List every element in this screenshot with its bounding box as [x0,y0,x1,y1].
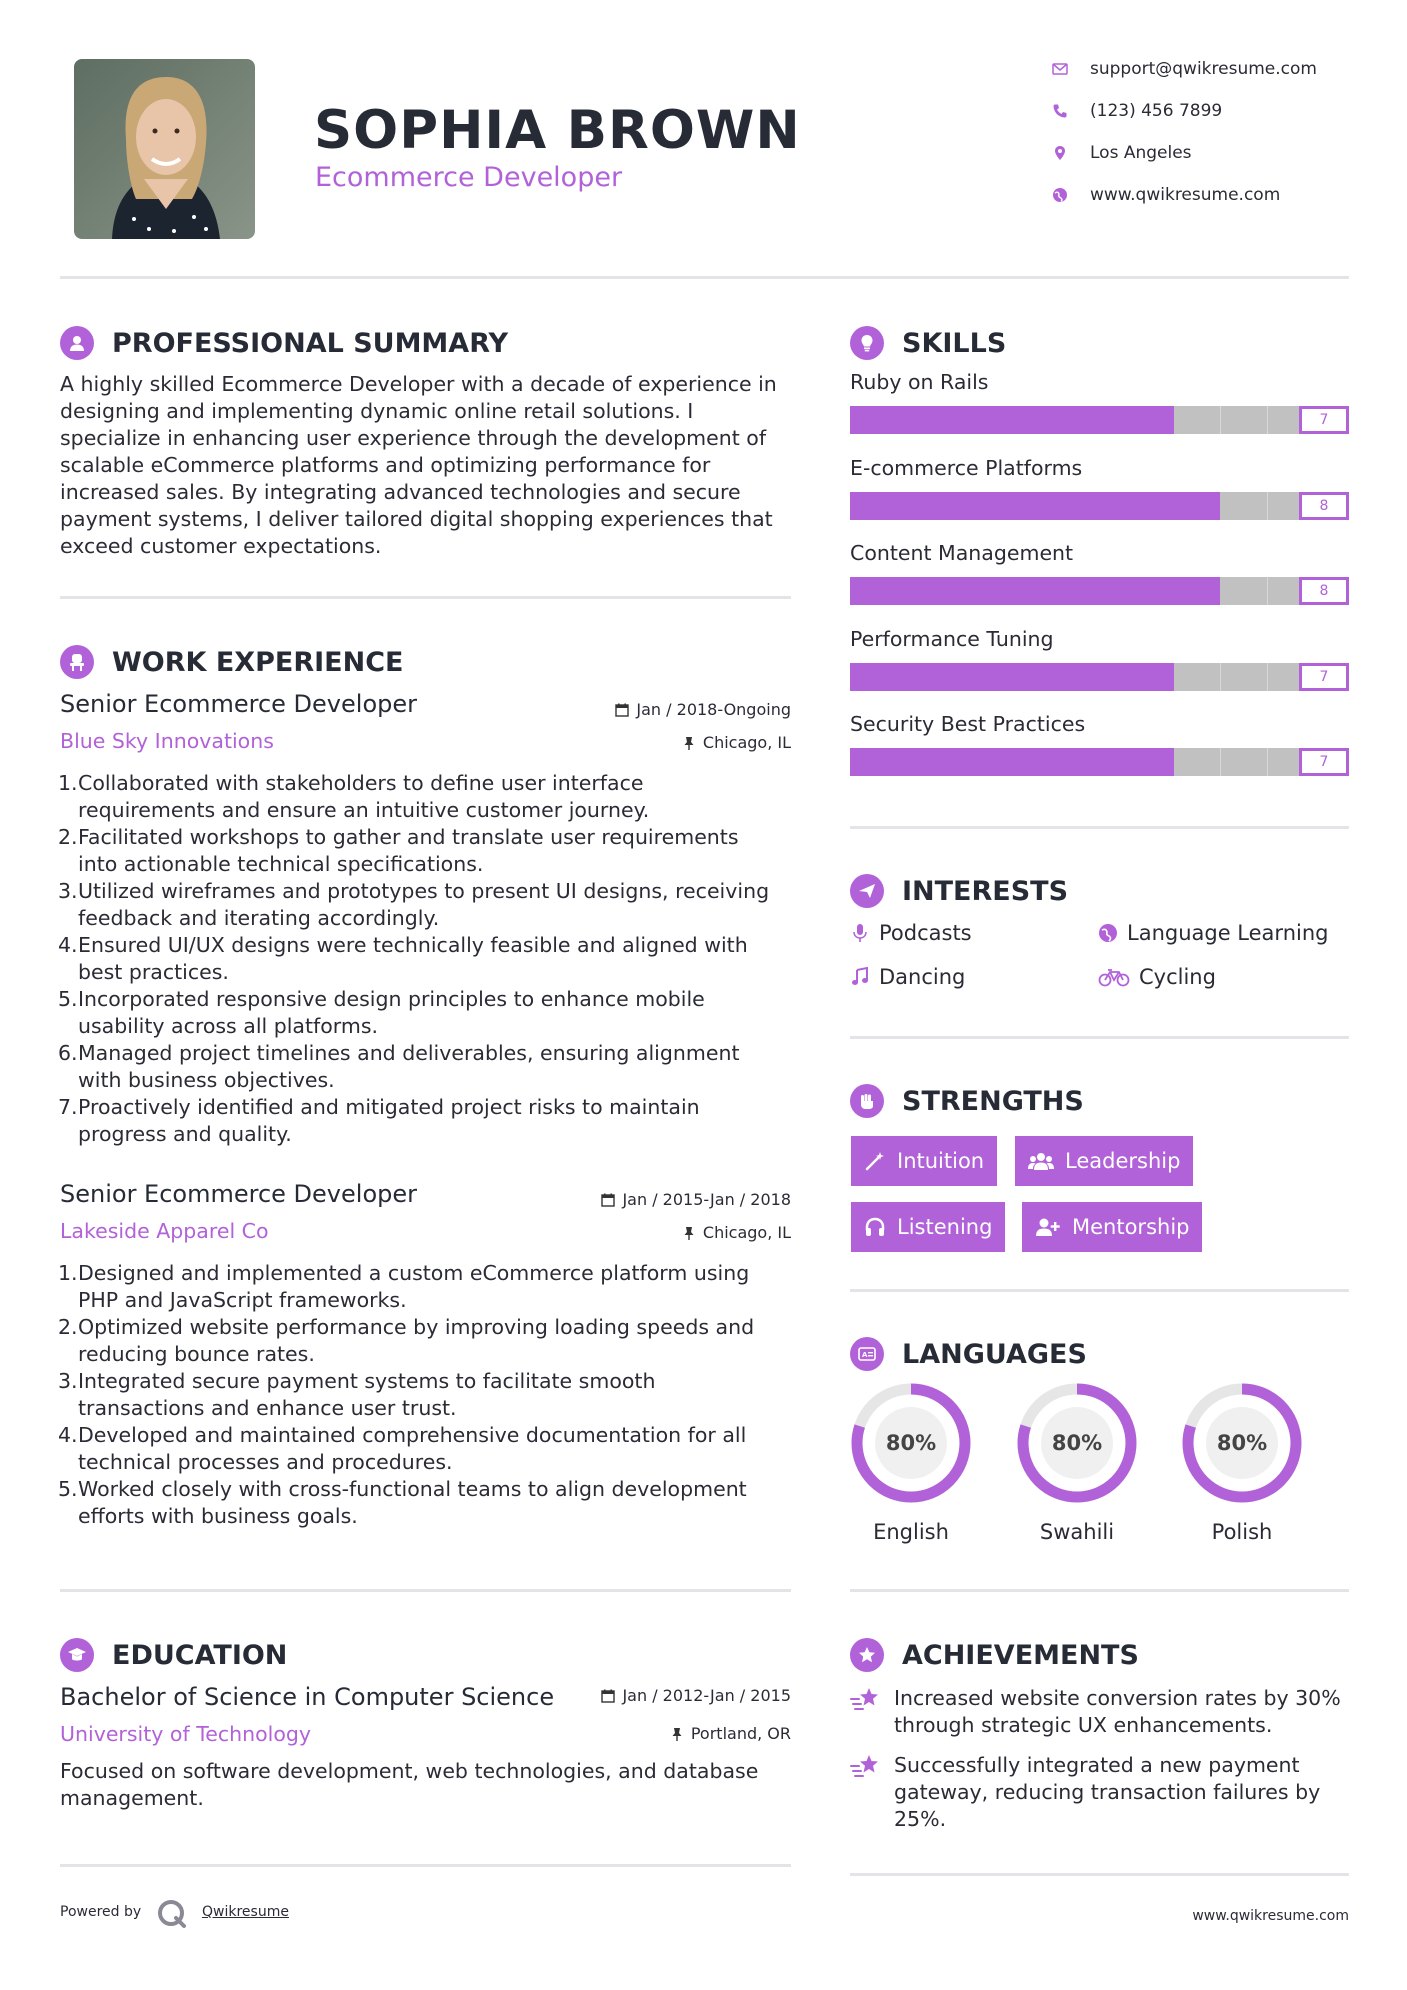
strength-tag [851,1202,1005,1252]
skill-name: Content Management [850,541,1074,565]
skill-bar-fill [850,748,1174,776]
phone-text: (123) 456 7899 [1090,101,1223,121]
summary-line: increased sales. By integrating advanced technologies and secure [60,480,741,504]
language-percent: 80% [885,1431,937,1455]
skill-bar-fill [850,663,1174,691]
job-duties-list [60,1260,800,1530]
achievement-text [894,1752,1320,1833]
calendar-icon [601,1193,615,1207]
star-badge-icon [850,1638,884,1672]
skill-score: 8 [1299,577,1349,605]
skill-item [850,370,1349,434]
skill-bar [850,748,1349,776]
skill-bar-fill [850,492,1220,520]
music-note-icon [850,967,870,987]
achievement-text [894,1685,1341,1739]
skill-score: 7 [1299,748,1349,776]
graduation-cap-icon [60,1638,94,1672]
job-dates [540,700,791,719]
interest-label: Cycling [1139,965,1216,989]
achievement-line: through strategic UX enhancements. [894,1713,1273,1737]
achievement-line: Successfully integrated a new payment [894,1753,1300,1777]
chair-icon [60,645,94,679]
powered-by-label: Powered by [60,1904,142,1920]
skill-name: E-commerce Platforms [850,455,1083,480]
list-item: 1. Designed and implemented a custom eCommerce platform using PHP and JavaScript frameworks. [58,1261,750,1312]
list-item: 3. Integrated secure payment systems to facilitate smooth transactions and enhance user trust. [58,1369,656,1420]
pushpin-icon [682,736,696,750]
summary-text [60,371,800,560]
skills-heading [850,326,1006,360]
pushpin-icon [670,1727,684,1741]
language-item [1016,1382,1138,1544]
education-heading [60,1638,287,1672]
skill-name: Security Best Practices [850,712,1086,736]
skill-item [850,712,1349,776]
location-text: Los Angeles [1090,143,1192,163]
strength-tag [1015,1136,1193,1186]
strength-label: Leadership [1065,1149,1181,1173]
skill-score: 8 [1299,492,1349,520]
skill-item [850,541,1349,605]
job-location-text: Chicago, IL [702,733,791,752]
summary-divider [60,596,791,599]
interest-label: Language Learning [1127,921,1329,945]
language-name: Polish [1211,1520,1273,1544]
strengths-title: STRENGTHS [902,1085,1084,1117]
list-item: 2. Optimized website performance by improving loading speeds and reducing bounce rates. [58,1315,755,1366]
language-name: Swahili [1039,1520,1115,1544]
envelope-icon [1052,61,1068,77]
job-employer: Blue Sky Innovations [60,729,274,753]
paper-plane-icon [850,874,884,908]
interest-item [1098,962,1216,992]
calendar-icon [601,1689,615,1703]
language-name: English [873,1520,949,1544]
users-icon [1028,1150,1054,1172]
user-icon [60,326,94,360]
experience-title: WORK EXPERIENCE [112,646,404,678]
pushpin-icon [682,1226,696,1240]
skill-score: 7 [1299,663,1349,691]
job-location-text: Chicago, IL [702,1223,791,1242]
education-location [540,1724,791,1743]
skills-title: SKILLS [902,327,1007,359]
list-item: 4. Ensured UI/UX designs were technically feasible and aligned with best practices. [58,933,748,984]
education-line: management. [60,1786,204,1810]
job-title: Senior Ecommerce Developer [60,1180,417,1208]
languages-list [850,1382,1349,1542]
list-item: 3. Utilized wireframes and prototypes to present UI designs, receiving feedback and iterating accordingly. [58,879,770,930]
interests-heading [850,874,1068,908]
strength-label: Listening [897,1215,993,1239]
skill-bar [850,663,1349,691]
user-plus-icon [1035,1216,1061,1238]
candidate-title: Ecommerce Developer [315,162,623,193]
lightbulb-icon [850,326,884,360]
achievement-line: 25%. [894,1807,947,1831]
job-location [540,1223,791,1242]
job-duties-list [60,770,800,1148]
shooting-star-icon [850,1752,880,1780]
summary-heading [60,326,508,360]
list-item: 1. Collaborated with stakeholders to define user interface requirements and ensure an intuitive customer journey. [58,771,650,822]
list-item: 2. Facilitated workshops to gather and translate user requirements into actionable technical specifications. [58,825,739,876]
magic-wand-icon [864,1150,886,1172]
languages-title: LANGUAGES [902,1338,1087,1370]
job-dates [540,1190,791,1209]
job-location [540,733,791,752]
microphone-icon [850,923,870,943]
fist-icon [850,1084,884,1118]
qwikresume-link[interactable]: Qwikresume [202,1904,289,1920]
header-divider [60,276,1349,279]
language-item [850,1382,972,1544]
education-location-text: Portland, OR [690,1724,791,1743]
language-ring [1016,1382,1138,1504]
achievements-divider [850,1873,1349,1876]
contact-website[interactable] [1052,181,1280,209]
summary-line: designing and implementing dynamic online retail solutions. I [60,399,694,423]
experience-divider [60,1589,791,1592]
qwikresume-logo-icon [156,1898,188,1930]
skill-name: Ruby on Rails [850,370,989,394]
language-ring [850,1382,972,1504]
strengths-divider [850,1289,1349,1292]
degree-title: Bachelor of Science in Computer Science [60,1683,555,1711]
globe-icon [1052,187,1068,203]
skill-bar [850,577,1349,605]
job-dates-text: Jan / 2018-Ongoing [636,700,791,719]
language-ring [1181,1382,1303,1504]
summary-line: A highly skilled Ecommerce Developer with a decade of experience in [60,372,777,396]
shooting-star-icon [850,1685,880,1713]
interest-item [1098,918,1328,948]
skill-bar [850,406,1349,434]
phone-icon [1052,103,1068,119]
education-dates-text: Jan / 2012-Jan / 2015 [622,1686,791,1705]
globe-icon [1098,923,1118,943]
calendar-icon [615,703,629,717]
headphones-icon [864,1216,886,1238]
achievements-title: ACHIEVEMENTS [902,1639,1139,1671]
summary-line: scalable eCommerce platforms and optimizing performance for [60,453,711,477]
language-card-icon [850,1337,884,1371]
skill-item [850,627,1349,691]
summary-line: exceed customer expectations. [60,534,382,558]
website-text: www.qwikresume.com [1090,185,1281,205]
contact-phone[interactable] [1052,97,1222,125]
list-item: 7. Proactively identified and mitigated project risks to maintain progress and quality. [58,1095,700,1146]
skill-item [850,456,1349,520]
summary-title: PROFESSIONAL SUMMARY [112,327,509,359]
education-line: Focused on software development, web technologies, and database [60,1759,759,1783]
footer-website[interactable]: www.qwikresume.com [1192,1908,1349,1924]
interests-divider [850,1036,1349,1039]
map-pin-icon [1052,145,1068,161]
summary-line: specialize in enhancing user experience through the development of [60,426,767,450]
job-dates-text: Jan / 2015-Jan / 2018 [622,1190,791,1209]
achievement-item [850,1685,1349,1739]
profile-photo [74,59,255,239]
achievement-line: Increased website conversion rates by 30% [894,1686,1341,1710]
list-item: 4. Developed and maintained comprehensive documentation for all technical processes and procedures. [58,1423,747,1474]
strength-label: Intuition [897,1149,985,1173]
experience-heading [60,645,403,679]
skills-divider [850,826,1349,829]
language-percent: 80% [1216,1431,1268,1455]
email-text: support@qwikresume.com [1090,59,1317,79]
interests-title: INTERESTS [902,875,1069,907]
skill-bar-fill [850,577,1220,605]
achievement-item [850,1752,1349,1833]
candidate-name: SOPHIA BROWN [314,100,801,161]
interest-item [850,962,965,992]
list-item: 6. Managed project timelines and deliverables, ensuring alignment with business objectives. [58,1041,740,1092]
education-title: EDUCATION [112,1639,288,1671]
strength-label: Mentorship [1072,1215,1190,1239]
skill-name: Performance Tuning [850,626,1054,651]
interest-label: Podcasts [879,921,972,945]
contact-location [1052,139,1192,167]
school-name: University of Technology [60,1722,312,1746]
job-employer: Lakeside Apparel Co [60,1219,269,1243]
bicycle-icon [1098,967,1130,987]
languages-heading [850,1337,1087,1371]
skill-bar-fill [850,406,1174,434]
language-percent: 80% [1051,1431,1103,1455]
strength-tag [1022,1202,1202,1252]
achievements-heading [850,1638,1139,1672]
achievement-line: gateway, reducing transaction failures by [894,1780,1321,1804]
list-item: 5. Worked closely with cross-functional teams to align development efforts with business goals. [58,1477,747,1528]
education-dates [540,1686,791,1705]
strengths-heading [850,1084,1084,1118]
contact-email[interactable] [1052,55,1317,83]
interest-label: Dancing [879,965,966,989]
interest-item [850,918,972,948]
list-item: 5. Incorporated responsive design principles to enhance mobile usability across all platforms. [58,987,705,1038]
strength-tag [851,1136,997,1186]
job-title: Senior Ecommerce Developer [60,690,417,718]
languages-divider [850,1589,1349,1592]
education-divider [60,1864,791,1867]
education-description [60,1758,800,1812]
summary-line: payment systems, I deliver tailored digital shopping experiences that [60,507,773,531]
skill-score: 7 [1299,406,1349,434]
language-item [1181,1382,1303,1544]
skill-bar [850,492,1349,520]
svg-text:A: A [862,1351,868,1359]
